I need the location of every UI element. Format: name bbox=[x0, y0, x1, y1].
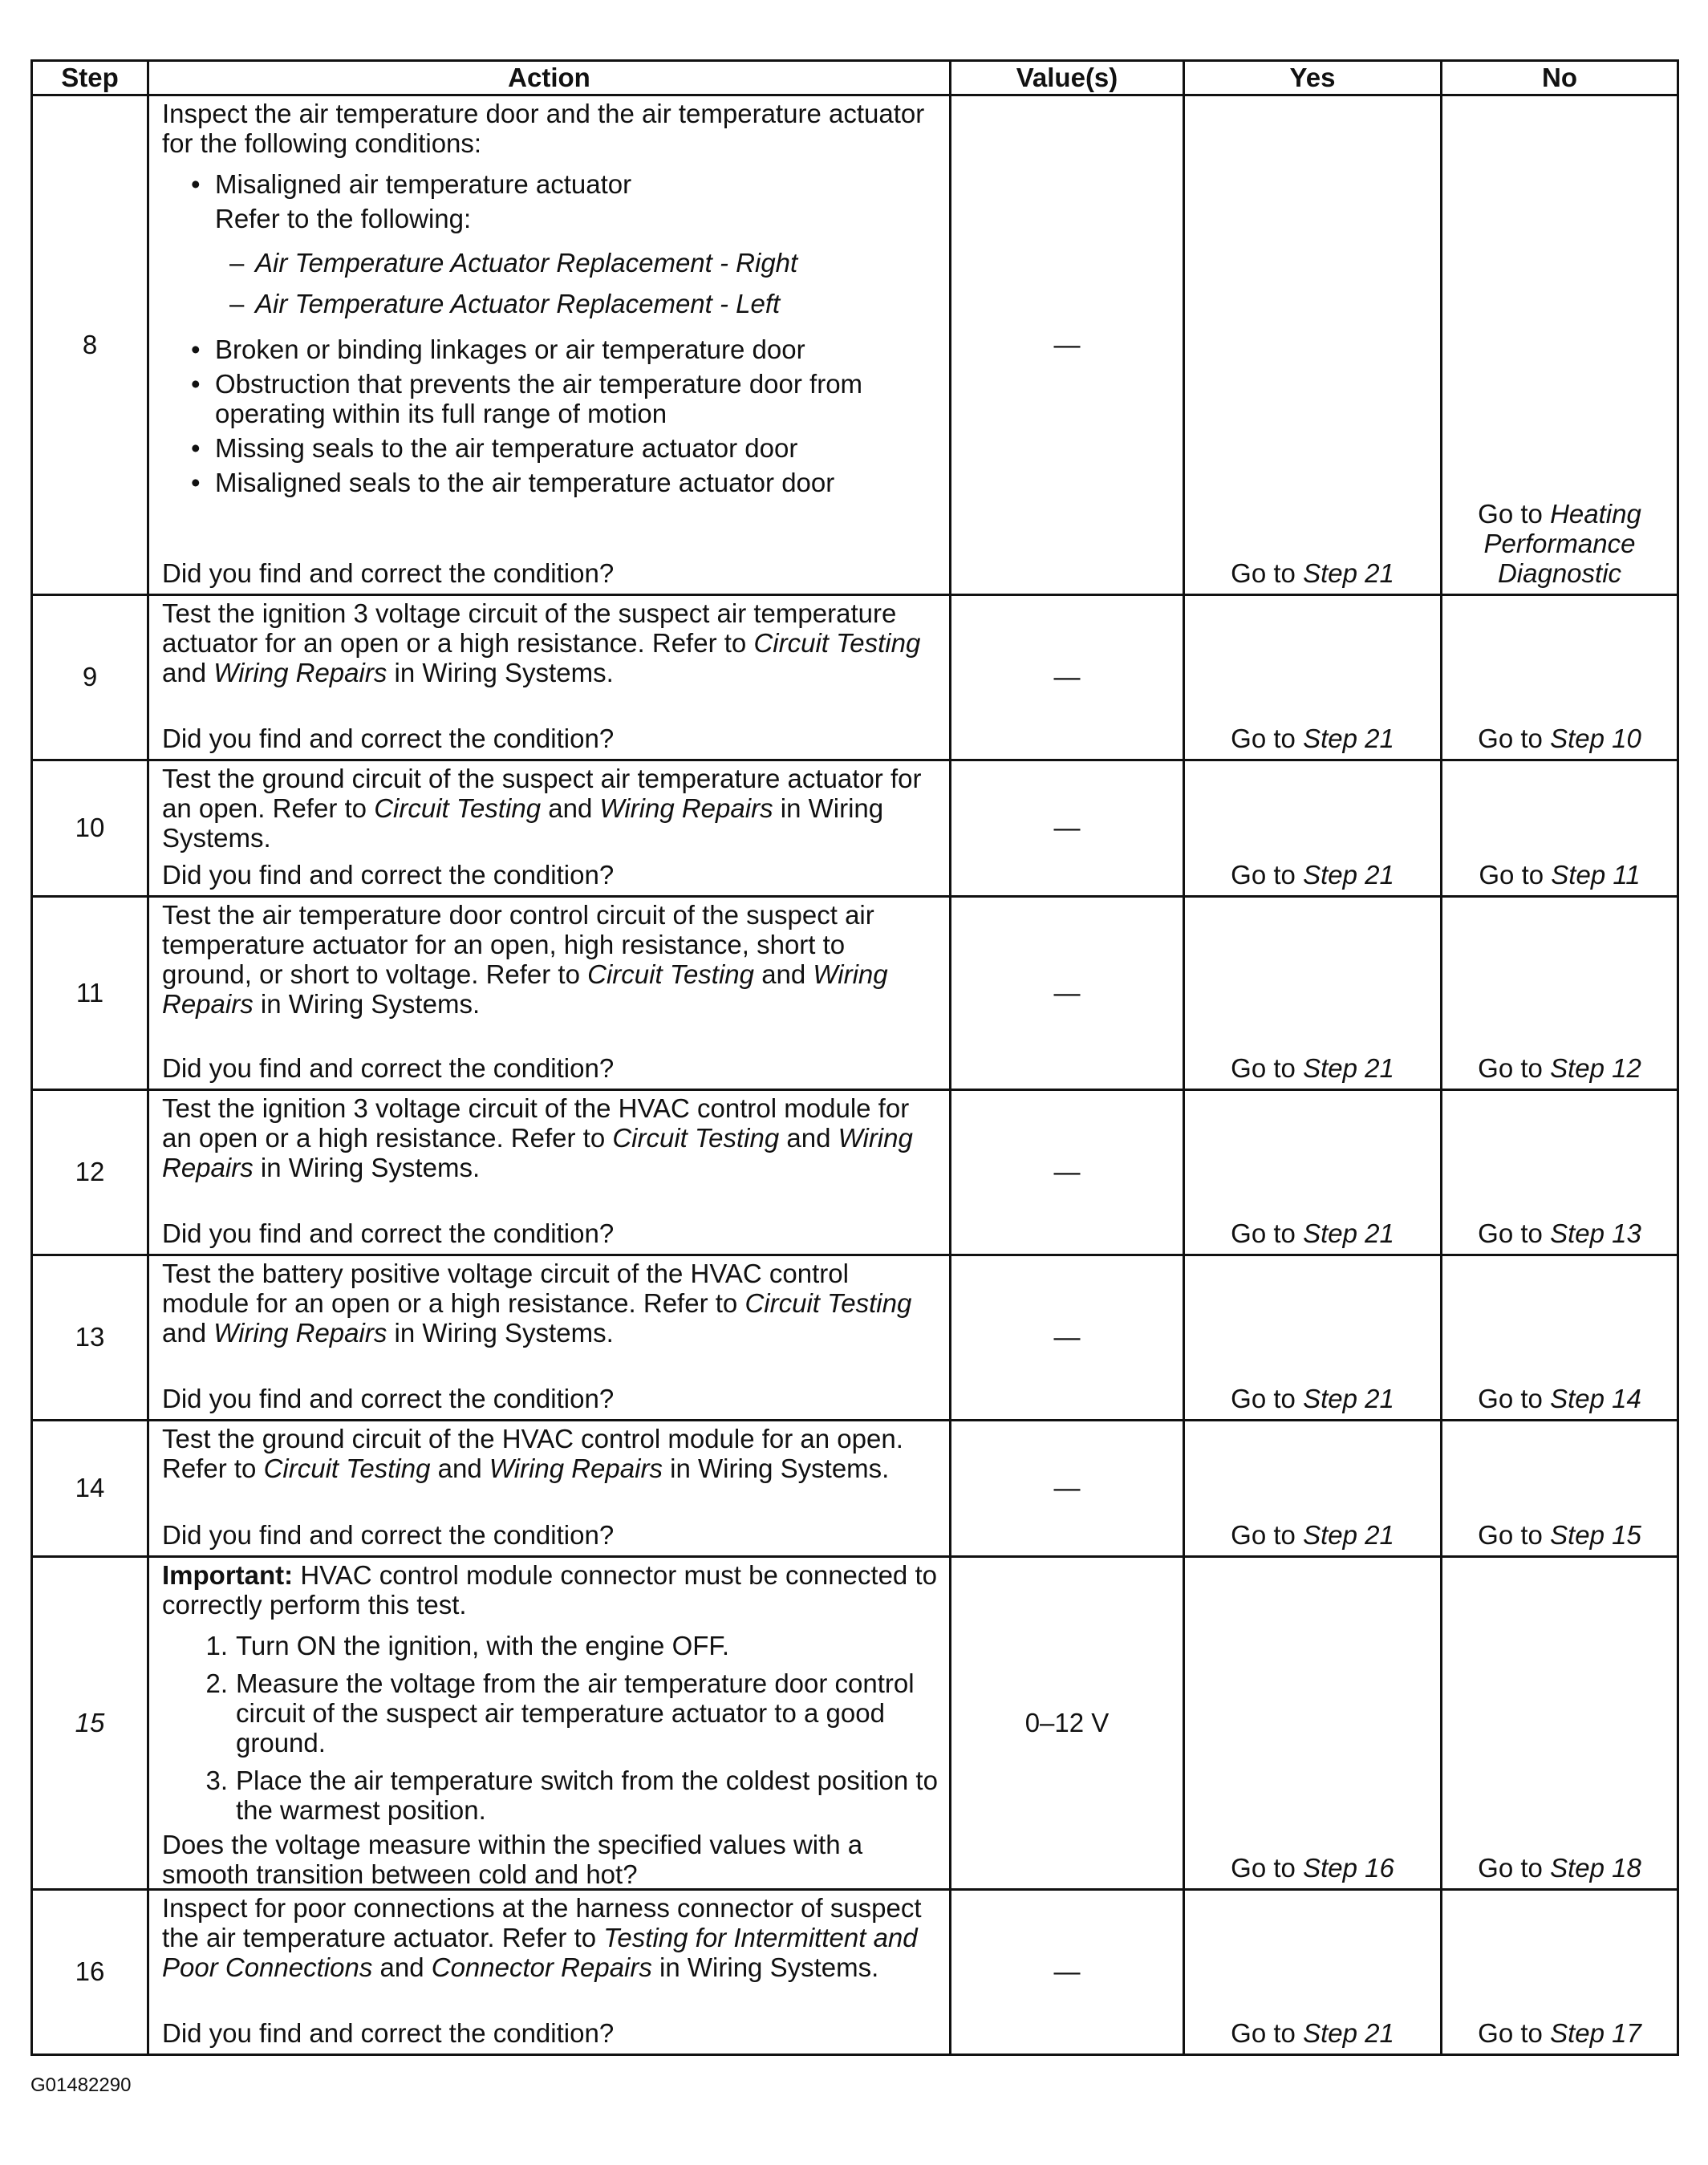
no-link[interactable]: Step 12 bbox=[1550, 1053, 1641, 1084]
action-text: Test the air temperature door control circuit of the suspect air temperature actuator for an open, high resistance, short to ground, or short to voltage. Refer to Circuit Testing and Wiring Repairs in Wiring Systems. bbox=[162, 900, 888, 1019]
question-text: Did you find and correct the condition? bbox=[162, 1520, 615, 1551]
procedure-list bbox=[162, 1624, 938, 1826]
reference-link[interactable]: – Air Temperature Actuator Replacement - Left bbox=[162, 290, 938, 319]
value-cell: — bbox=[951, 1090, 1184, 1255]
no-link[interactable]: Heating Performance Diagnostic bbox=[1483, 499, 1641, 589]
reference-link[interactable]: Wiring Repairs bbox=[162, 1122, 913, 1182]
value-cell: 0–12 V bbox=[951, 1557, 1184, 1890]
yes-link[interactable]: Step 21 bbox=[1303, 2018, 1394, 2049]
header-no: No bbox=[1442, 61, 1678, 95]
reference-list bbox=[162, 237, 938, 319]
action-cell bbox=[148, 1421, 951, 1557]
action-cell bbox=[148, 897, 951, 1090]
header-step: Step bbox=[32, 61, 148, 95]
condition-list bbox=[162, 165, 938, 200]
step-number: 11 bbox=[32, 897, 148, 1090]
yes-cell: Go to Step 21 bbox=[1184, 760, 1442, 897]
no-link[interactable]: Step 10 bbox=[1550, 724, 1641, 754]
no-cell: Go to Heating Performance Diagnostic bbox=[1442, 95, 1678, 595]
no-link[interactable]: Step 15 bbox=[1550, 1520, 1641, 1551]
yes-cell: Go to Step 21 bbox=[1184, 897, 1442, 1090]
step-number: 9 bbox=[32, 595, 148, 760]
no-cell: Go to Step 12 bbox=[1442, 897, 1678, 1090]
no-cell: Go to Step 14 bbox=[1442, 1255, 1678, 1421]
action-cell bbox=[148, 760, 951, 897]
yes-cell: Go to Step 21 bbox=[1184, 1421, 1442, 1557]
table-row bbox=[32, 1255, 1678, 1421]
yes-link[interactable]: Step 21 bbox=[1303, 1520, 1394, 1551]
list-item: • Misaligned air temperature actuator bbox=[162, 170, 938, 200]
question-text: Did you find and correct the condition? bbox=[162, 2018, 615, 2049]
value-cell: — bbox=[951, 1421, 1184, 1557]
condition-list bbox=[162, 330, 938, 498]
table-row bbox=[32, 1890, 1678, 2055]
step-number: 10 bbox=[32, 760, 148, 897]
no-cell: Go to Step 18 bbox=[1442, 1557, 1678, 1890]
no-link[interactable]: Step 17 bbox=[1550, 2018, 1641, 2049]
yes-cell: Go to Step 21 bbox=[1184, 595, 1442, 760]
table-row bbox=[32, 95, 1678, 595]
step-number: 12 bbox=[32, 1090, 148, 1255]
list-item: 3. Place the air temperature switch from the coldest position to the warmest position. bbox=[205, 1765, 938, 1825]
reference-link[interactable]: Circuit Testing bbox=[587, 959, 755, 989]
question-text: Did you find and correct the condition? bbox=[162, 724, 615, 754]
yes-link[interactable]: Step 21 bbox=[1303, 1053, 1394, 1084]
header-row bbox=[32, 61, 1678, 95]
yes-link[interactable]: Step 21 bbox=[1303, 1218, 1394, 1249]
step-number: 14 bbox=[32, 1421, 148, 1557]
no-link[interactable]: Step 14 bbox=[1550, 1384, 1641, 1414]
reference-link[interactable]: Wiring Repairs bbox=[213, 657, 387, 687]
reference-link[interactable]: Circuit Testing bbox=[263, 1453, 431, 1483]
yes-cell: Go to Step 21 bbox=[1184, 95, 1442, 595]
question-text: Did you find and correct the condition? bbox=[162, 1218, 615, 1249]
no-cell: Go to Step 15 bbox=[1442, 1421, 1678, 1557]
list-item: • Missing seals to the air temperature actuator door bbox=[162, 434, 938, 464]
action-cell bbox=[148, 1890, 951, 2055]
yes-link[interactable]: Step 16 bbox=[1303, 1853, 1394, 1883]
action-cell bbox=[148, 595, 951, 760]
action-cell bbox=[148, 1255, 951, 1421]
reference-link[interactable]: Circuit Testing bbox=[374, 793, 542, 823]
action-text: Test the ignition 3 voltage circuit of the suspect air temperature actuator for an open or a high resistance. Refer to Circuit Testing and Wiring Repairs in Wiring Systems. bbox=[162, 598, 921, 687]
question-text: Did you find and correct the condition? bbox=[162, 860, 615, 890]
table-row bbox=[32, 897, 1678, 1090]
important-label: Important: bbox=[162, 1560, 294, 1590]
action-text: Inspect the air temperature door and the air temperature actuator for the following conditions: bbox=[162, 99, 925, 158]
reference-link[interactable]: Wiring Repairs bbox=[162, 959, 888, 1019]
reference-link[interactable]: Circuit Testing bbox=[744, 1287, 912, 1318]
no-link[interactable]: Step 11 bbox=[1551, 860, 1641, 890]
reference-link[interactable]: Connector Repairs bbox=[431, 1952, 652, 1982]
table-row bbox=[32, 595, 1678, 760]
header-values: Value(s) bbox=[951, 61, 1184, 95]
reference-link[interactable]: Testing for Intermittent and Poor Connections bbox=[162, 1922, 918, 1982]
value-cell: — bbox=[951, 1255, 1184, 1421]
yes-cell: Go to Step 21 bbox=[1184, 1890, 1442, 2055]
step-number: 16 bbox=[32, 1890, 148, 2055]
diagnostic-table bbox=[30, 59, 1679, 2056]
value-cell: — bbox=[951, 760, 1184, 897]
list-item: • Misaligned seals to the air temperature actuator door bbox=[162, 468, 938, 498]
action-cell bbox=[148, 95, 951, 595]
action-text: Test the ground circuit of the HVAC control module for an open. Refer to Circuit Testing and Wiring Repairs in Wiring Systems. bbox=[162, 1424, 903, 1483]
action-text: Test the ignition 3 voltage circuit of the HVAC control module for an open or a high resistance. Refer to Circuit Testing and Wiring Repairs in Wiring Systems. bbox=[162, 1093, 913, 1182]
no-cell: Go to Step 11 bbox=[1442, 760, 1678, 897]
reference-link[interactable]: Circuit Testing bbox=[753, 627, 921, 658]
yes-cell: Go to Step 21 bbox=[1184, 1090, 1442, 1255]
no-link[interactable]: Step 18 bbox=[1550, 1853, 1641, 1883]
list-item: • Obstruction that prevents the air temperature door from operating within its full range of motion bbox=[162, 370, 938, 429]
header-yes: Yes bbox=[1184, 61, 1442, 95]
list-item: 2. Measure the voltage from the air temperature door control circuit of the suspect air temperature actuator to a good ground. bbox=[205, 1668, 915, 1758]
action-cell bbox=[148, 1557, 951, 1890]
question-text: Did you find and correct the condition? bbox=[162, 558, 615, 589]
action-text: Inspect for poor connections at the harness connector of suspect the air temperature actuator. Refer to Testing for Intermittent and Poor Connections and Connector Repairs in Wiring Systems. bbox=[162, 1893, 922, 1982]
refer-note: Refer to the following: bbox=[215, 203, 472, 233]
action-cell bbox=[148, 1090, 951, 1255]
yes-link[interactable]: Step 21 bbox=[1303, 860, 1394, 890]
figure-id: G01482290 bbox=[30, 2074, 132, 2096]
value-cell: — bbox=[951, 1890, 1184, 2055]
header-action: Action bbox=[148, 61, 951, 95]
table-row bbox=[32, 1090, 1678, 1255]
yes-link[interactable]: Step 21 bbox=[1303, 558, 1394, 589]
question-text: Does the voltage measure within the specified values with a smooth transition between cold and hot? bbox=[162, 1829, 863, 1889]
important-note: Important: HVAC control module connector must be connected to correctly perform this test. bbox=[162, 1560, 937, 1620]
yes-link[interactable]: Step 21 bbox=[1303, 1384, 1394, 1414]
table-row bbox=[32, 1421, 1678, 1557]
action-text: Test the ground circuit of the suspect air temperature actuator for an open. Refer to Circuit Testing and Wiring Repairs in Wiring Systems. bbox=[162, 764, 922, 853]
yes-link[interactable]: Step 21 bbox=[1303, 724, 1394, 754]
value-cell: — bbox=[951, 595, 1184, 760]
list-item: 1. Turn ON the ignition, with the engine OFF. bbox=[205, 1630, 730, 1660]
reference-link[interactable]: Wiring Repairs bbox=[489, 1453, 663, 1483]
table-row bbox=[32, 1557, 1678, 1890]
reference-link[interactable]: Circuit Testing bbox=[612, 1122, 780, 1153]
step-number: 8 bbox=[32, 95, 148, 595]
no-cell: Go to Step 10 bbox=[1442, 595, 1678, 760]
value-cell: — bbox=[951, 95, 1184, 595]
question-text: Did you find and correct the condition? bbox=[162, 1384, 615, 1414]
reference-link[interactable]: Wiring Repairs bbox=[599, 793, 773, 823]
step-number: 15 bbox=[32, 1557, 148, 1890]
yes-cell: Go to Step 21 bbox=[1184, 1255, 1442, 1421]
no-cell: Go to Step 13 bbox=[1442, 1090, 1678, 1255]
list-item: • Broken or binding linkages or air temperature door bbox=[162, 335, 938, 365]
question-text: Did you find and correct the condition? bbox=[162, 1053, 615, 1084]
action-text: Test the battery positive voltage circuit of the HVAC control module for an open or a high resistance. Refer to Circuit Testing and Wiring Repairs in Wiring Systems. bbox=[162, 1259, 912, 1348]
table-row bbox=[32, 760, 1678, 897]
reference-link[interactable]: Wiring Repairs bbox=[213, 1317, 387, 1348]
value-cell: — bbox=[951, 897, 1184, 1090]
no-link[interactable]: Step 13 bbox=[1550, 1218, 1641, 1249]
yes-cell: Go to Step 16 bbox=[1184, 1557, 1442, 1890]
no-cell: Go to Step 17 bbox=[1442, 1890, 1678, 2055]
step-number: 13 bbox=[32, 1255, 148, 1421]
reference-link[interactable]: – Air Temperature Actuator Replacement - Right bbox=[162, 249, 938, 278]
